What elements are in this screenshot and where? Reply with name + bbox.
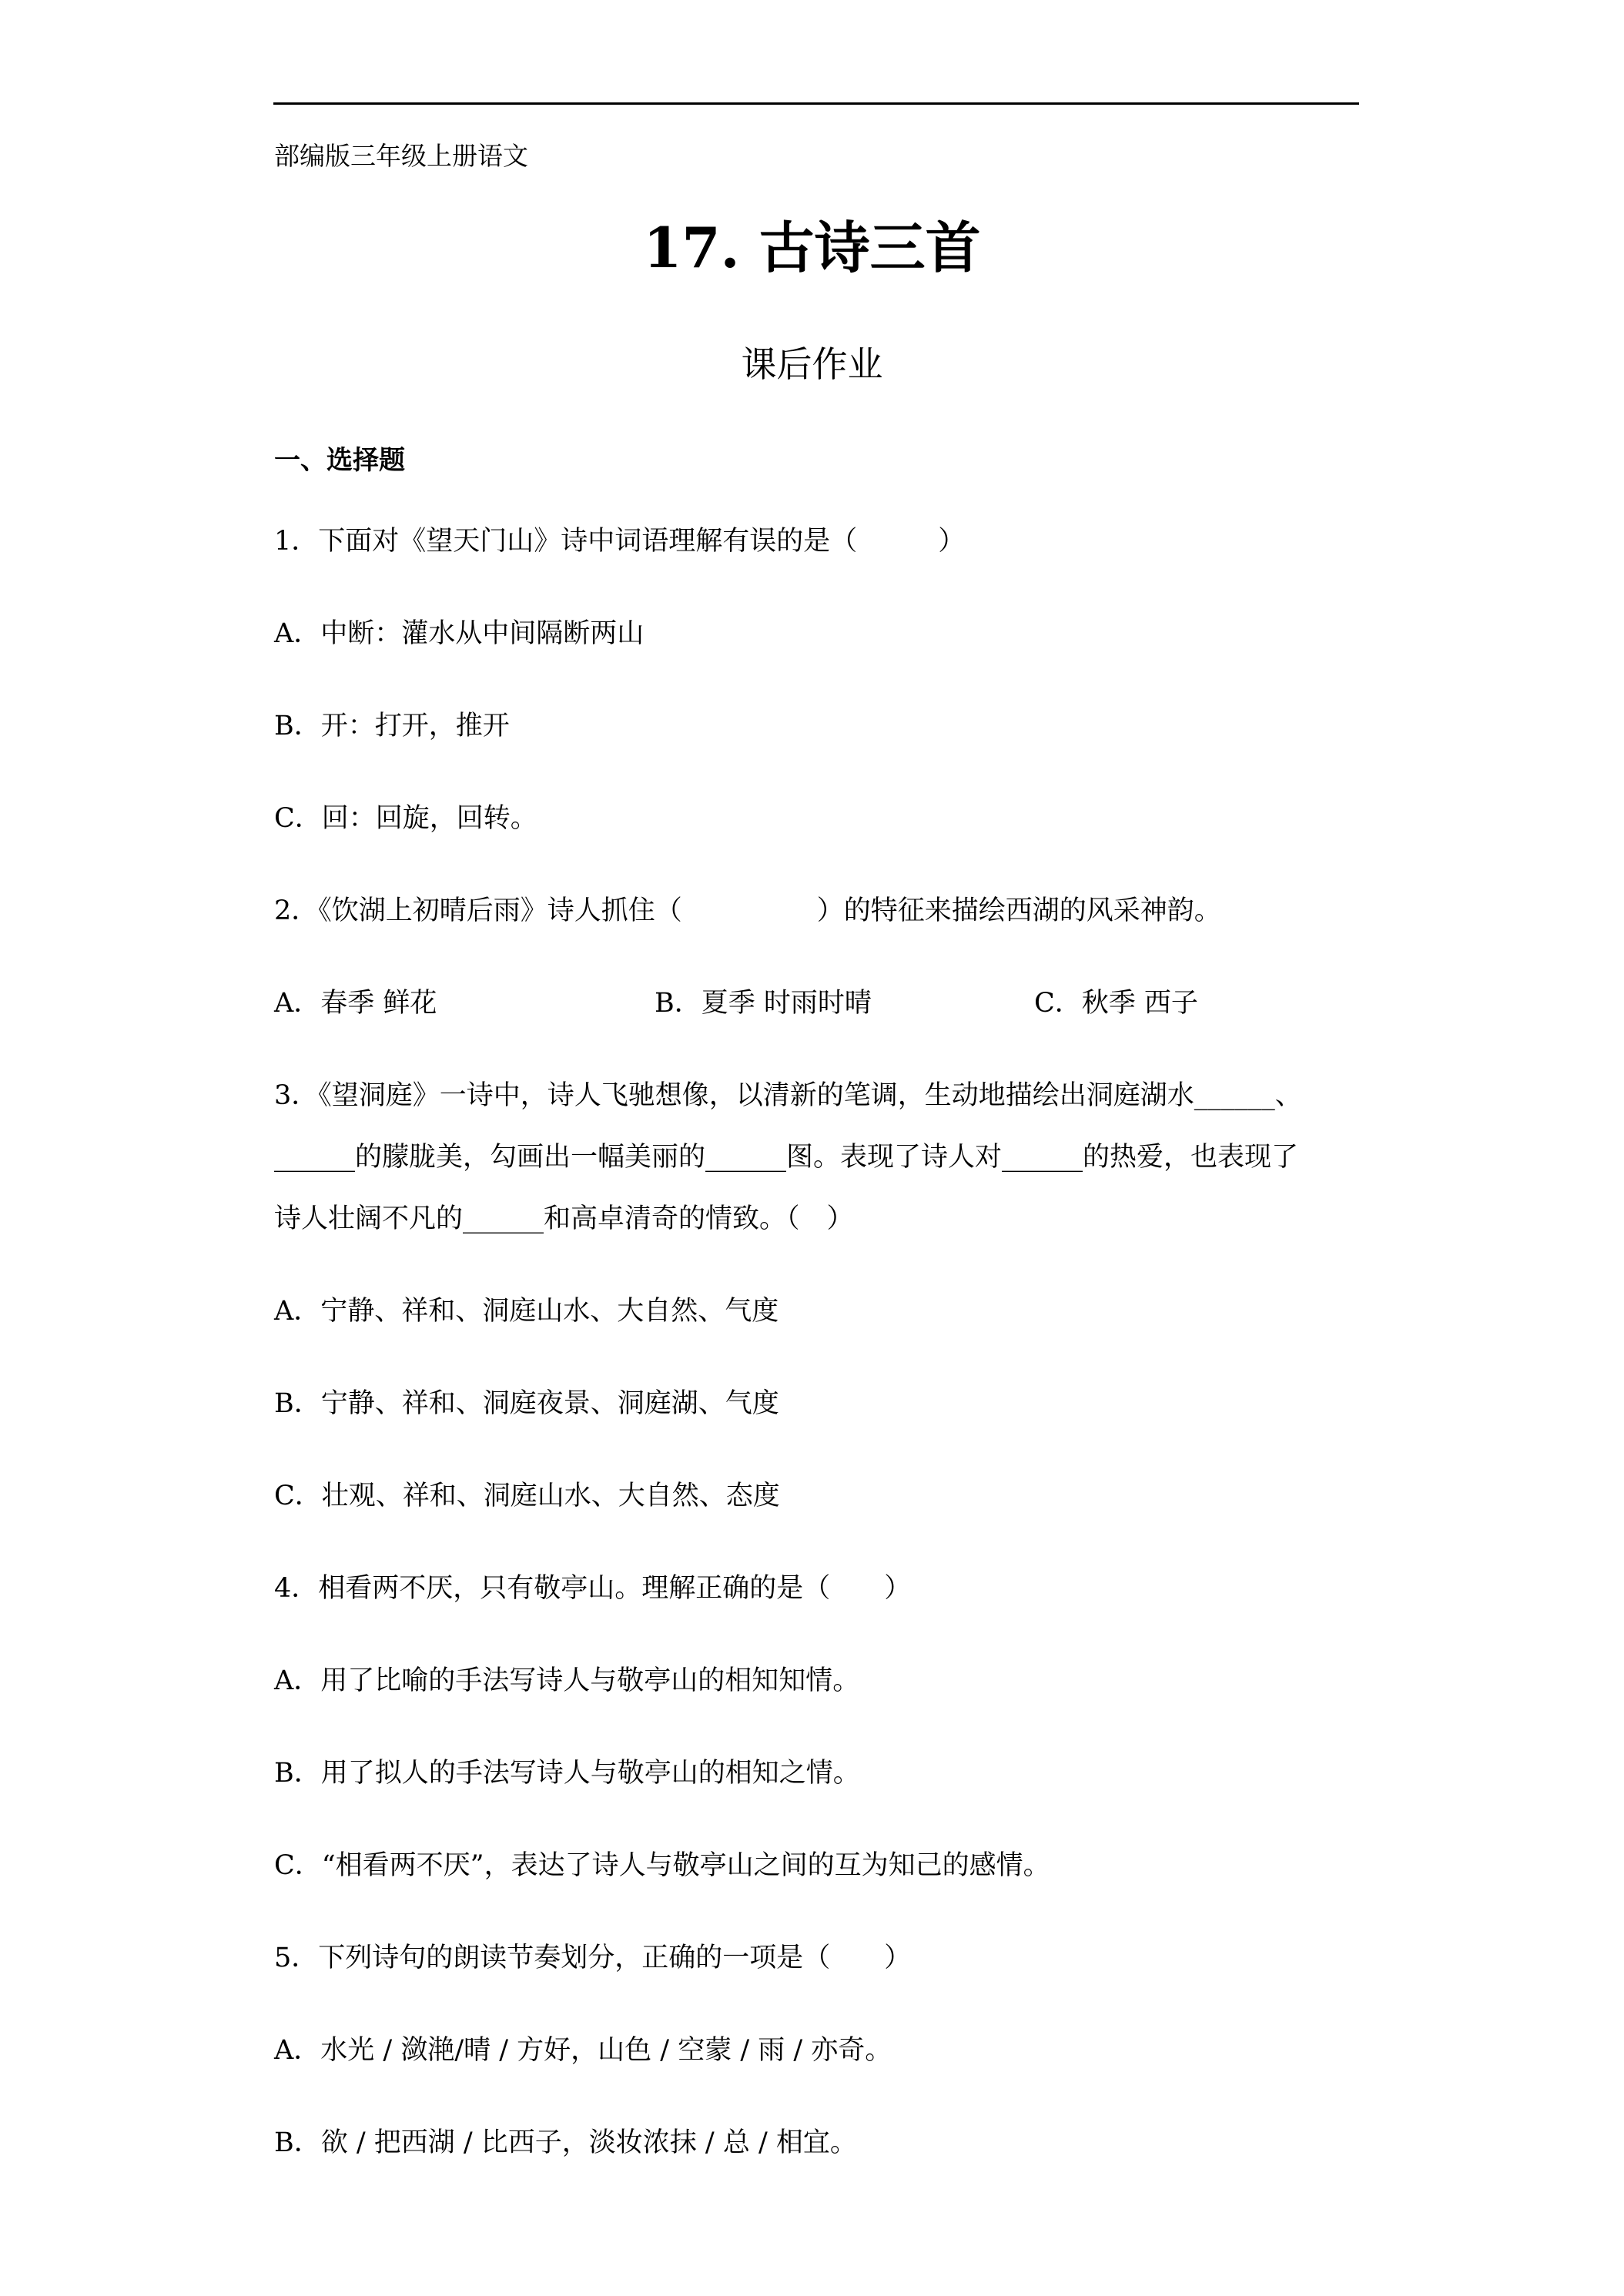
question-3-option-b: B．宁静、祥和、洞庭夜景、洞庭湖、气度 xyxy=(274,1388,779,1419)
question-1-stem: 1．下面对《望天门山》诗中词语理解有误的是（ ） xyxy=(274,526,966,557)
question-1-option-a: A．中断：灌水从中间隔断两山 xyxy=(274,618,645,649)
question-3-stem-line-1: 3．《望洞庭》一诗中，诗人飞驰想像，以清新的笔调，生动地描绘出洞庭湖水______、 xyxy=(274,1080,1302,1111)
question-3-option-a: A．宁静、祥和、洞庭山水、大自然、气度 xyxy=(274,1296,779,1327)
question-4-option-a: A．用了比喻的手法写诗人与敬亭山的相知知情。 xyxy=(274,1665,860,1696)
question-2-stem: 2．《饮湖上初晴后雨》诗人抓住（ ）的特征来描绘西湖的风采神韵。 xyxy=(274,895,1221,926)
question-3-option-c: C．壮观、祥和、洞庭山水、大自然、态度 xyxy=(274,1481,780,1511)
question-3-stem-line-3: 诗人壮阔不凡的______和高卓清奇的情致。（ ） xyxy=(274,1203,854,1234)
header-text: 部编版三年级上册语文 xyxy=(274,141,528,171)
question-5-stem: 5．下列诗句的朗读节奏划分，正确的一项是（ ） xyxy=(274,1943,912,1973)
question-4-option-b: B．用了拟人的手法写诗人与敬亭山的相知之情。 xyxy=(274,1758,860,1789)
section-heading: 一、选择题 xyxy=(274,445,405,476)
question-4-stem: 4．相看两不厌，只有敬亭山。理解正确的是（ ） xyxy=(274,1573,912,1604)
header-rule xyxy=(273,102,1359,105)
question-2-option-c: C．秋季 西子 xyxy=(1034,988,1198,1019)
page-subtitle: 课后作业 xyxy=(741,343,883,385)
page-title: 17. 古诗三首 xyxy=(643,215,981,280)
question-1-option-b: B．开：打开，推开 xyxy=(274,711,510,741)
question-5-option-b: B．欲 / 把西湖 / 比西子，淡妆浓抹 / 总 / 相宜。 xyxy=(274,2127,857,2158)
question-2-option-a: A．春季 鲜花 xyxy=(274,988,437,1019)
question-1-option-c: C．回：回旋，回转。 xyxy=(274,803,537,834)
question-2-option-b: B．夏季 时雨时晴 xyxy=(655,988,872,1019)
question-4-option-c: C．“相看两不厌”，表达了诗人与敬亭山之间的互为知己的感情。 xyxy=(274,1850,1050,1881)
question-5-option-a: A．水光 / 潋滟/晴 / 方好，山色 / 空蒙 / 雨 / 亦奇。 xyxy=(274,2035,892,2066)
question-3-stem-line-2: ______的朦胧美，勾画出一幅美丽的______图。表现了诗人对______的热爱，也表现了 xyxy=(274,1142,1299,1173)
